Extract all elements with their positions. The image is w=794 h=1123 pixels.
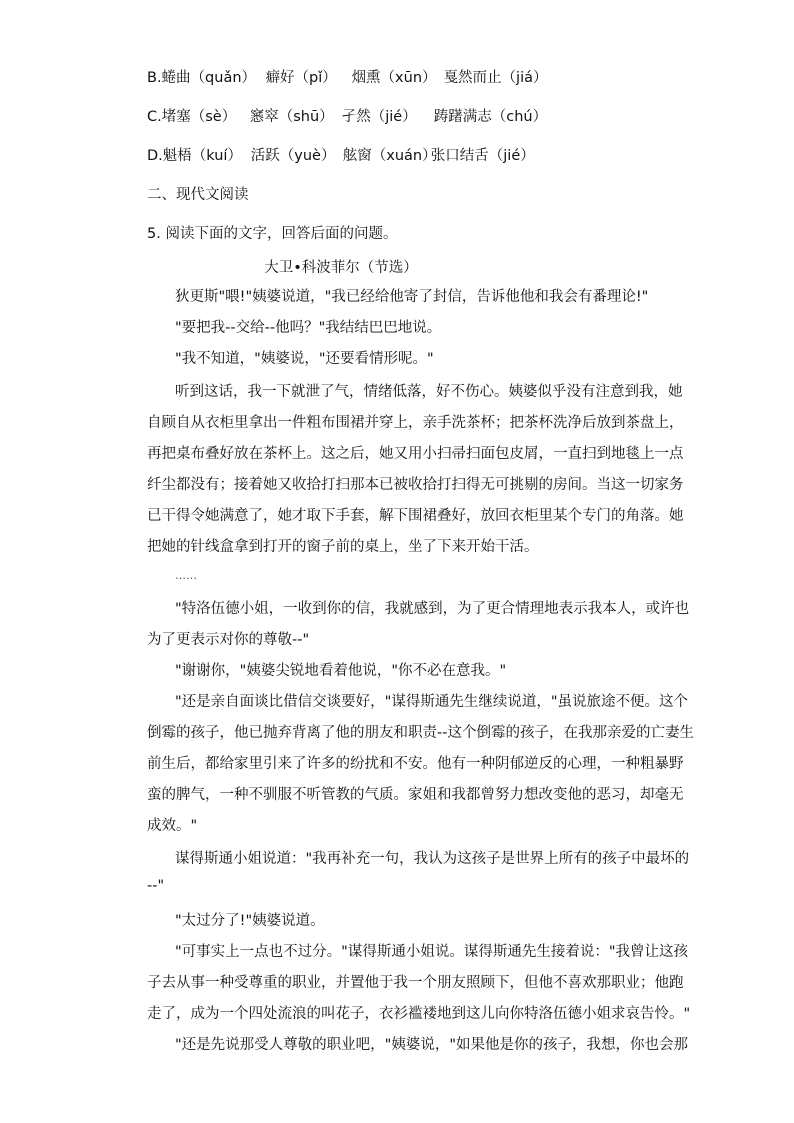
option-item: 舷窗（xuán） (342, 148, 437, 164)
option-item: 戛然而止（jiá） (443, 70, 548, 86)
passage-line: "要把我--交给--他吗？"我结结巴巴地说。 (175, 320, 442, 336)
passage-line: 已干得令她满意了，她才取下手套，解下围裙叠好，放回衣柜里某个专门的角落。她 (147, 508, 684, 524)
option-item: 堵塞（sè） (161, 109, 237, 125)
passage-line: 成效。" (147, 818, 198, 834)
passage-line: 谋得斯通小姐说道："我再补充一句，我认为这孩子是世界上所有的孩子中最坏的 (175, 851, 690, 867)
option-c (147, 105, 547, 126)
option-letter: D. (147, 148, 163, 164)
passage-line: 再把桌布叠好放在茶杯上。这之后，她又用小扫帚扫面包皮屑，一直扫到地毯上一点 (147, 446, 684, 462)
section-heading: 二、现代文阅读 (147, 187, 249, 203)
passage-line: 自顾自从衣柜里拿出一件粗布围裙并穿上，亲手洗茶杯；把茶杯洗净后放到茶盘上， (147, 415, 684, 431)
passage-line: 走了，成为一个四处流浪的叫花子，衣衫褴褛地到这儿向你特洛伍德小姐求哀告怜。" (147, 1006, 691, 1022)
option-item: 踌躇满志（chú） (433, 109, 548, 125)
passage-line: 蛮的脾气，一种不驯服不听管教的气质。家姐和我都曾努力想改变他的恶习，却毫无 (147, 787, 684, 803)
option-item: 活跃（yuè） (250, 148, 336, 164)
passage-line: "特洛伍德小姐，一收到你的信，我就感到，为了更合情理地表示我本人，或许也 (175, 601, 690, 617)
passage-line: 狄更斯"喂!"姨婆说道，"我已经给他寄了封信，告诉他他和我会有番理论!" (175, 289, 649, 305)
passage-line: …… (175, 569, 197, 582)
option-item: 蜷曲（quǎn） (161, 70, 257, 86)
passage-line: 把她的针线盒拿到打开的窗子前的桌上，坐了下来开始干活。 (147, 539, 539, 555)
passage-line: "我不知道，"姨婆说，"还要看情形呢。" (175, 351, 434, 367)
option-d (147, 144, 535, 165)
passage-line: --" (147, 878, 165, 894)
passage-line: "谢谢你，"姨婆尖锐地看着他说，"你不必在意我。" (175, 663, 507, 679)
passage-line: 纤尘都没有；接着她又收拾打扫那本已被收拾打扫得无可挑剔的房间。当这一切家务 (147, 477, 684, 493)
passage-line: 前生后，都给家里引来了许多的纷扰和不安。他有一种阴郁逆反的心理，一种粗暴野 (147, 756, 684, 772)
passage-line: 为了更表示对你的尊敬--" (147, 632, 310, 648)
option-item: 癖好（pǐ） (265, 70, 337, 86)
option-item: 烟熏（xūn） (351, 70, 437, 86)
option-letter: B. (147, 70, 162, 86)
passage-line: "还是亲自面谈比借信交谈要好，"谋得斯通先生继续说道，"虽说旅途不便。这个 (175, 694, 689, 710)
option-letter: C. (147, 109, 162, 125)
passage-line: "可事实上一点也不过分。"谋得斯通小姐说。谋得斯通先生接着说："我曾让这孩 (175, 944, 689, 960)
passage-line: "太过分了!"姨婆说道。 (175, 913, 325, 929)
passage-line: 子去从事一种受尊重的职业，并置他于我一个朋友照顾下，但他不喜欢那职业；他跑 (147, 975, 684, 991)
option-item: 张口结舌（jié） (430, 148, 535, 164)
passage-line: 倒霉的孩子，他已抛弃背离了他的朋友和职责--这个倒霉的孩子，在我那亲爱的亡妻生 (147, 725, 694, 741)
passage-line: "还是先说那受人尊敬的职业吧，"姨婆说，"如果他是你的孩子，我想，你也会那 (175, 1037, 689, 1053)
option-item: 魁梧（kuí） (162, 148, 242, 164)
passage-title: 大卫•科波菲尔（节选） (264, 260, 418, 276)
passage-line: 听到这话，我一下就泄了气，情绪低落，好不伤心。姨婆似乎没有注意到我，她 (175, 384, 683, 400)
option-b (147, 66, 548, 87)
option-item: 窸窣（shū） (249, 109, 334, 125)
option-item: 孑然（jié） (341, 109, 417, 125)
question-stem: 5. 阅读下面的文字，回答后面的问题。 (147, 226, 398, 242)
